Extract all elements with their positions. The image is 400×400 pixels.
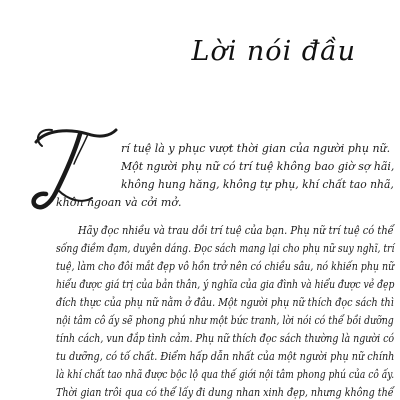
body-line: đích thực của phụ nữ nằm ở đâu. Một người phụ nữ thích đọc sách thì bbox=[56, 296, 394, 309]
body-line: Hãy đọc nhiều và trau dồi trí tuệ của bạn. Phụ nữ trí tuệ có thể bbox=[78, 224, 394, 237]
intro-line: không hung hăng, không tự phụ, khí chất tao nhã, bbox=[121, 178, 394, 191]
body-line: nội tâm cô ấy sẽ phong phú như một bức tranh, lời nói có thể bồi dưỡng bbox=[56, 314, 394, 327]
body-line: tuệ, làm cho đôi mắt đẹp vô hồn trở nên có chiều sâu, nó khiến phụ nữ bbox=[56, 260, 395, 273]
intro-line: khôn ngoan và cởi mở. bbox=[56, 196, 182, 209]
body-line: tu dưỡng, có tố chất. Điểm hấp dẫn nhất của một người phụ nữ chính bbox=[56, 350, 395, 363]
body-line: hiểu được giá trị của bản thân, ý nghĩa của gia đình và hiểu được vẻ đẹp bbox=[56, 278, 395, 291]
page-title: Lời nói đầu bbox=[191, 36, 356, 67]
intro-line: rí tuệ là y phục vượt thời gian của người phụ nữ. bbox=[121, 142, 391, 155]
body-line: tính cách, vun đắp tình cảm. Phụ nữ thích đọc sách thường là người có bbox=[56, 332, 395, 345]
body-line: là khí chất tao nhã được bộc lộ qua thế giới nội tâm phong phú của cô ấy. bbox=[56, 368, 395, 381]
intro-line: Một người phụ nữ có trí tuệ không bao giờ sợ hãi, bbox=[121, 160, 395, 173]
body-line: sống điềm đạm, duyên dáng. Đọc sách mang lại cho phụ nữ suy nghĩ, trí bbox=[56, 242, 395, 255]
body-line: Thời gian trôi qua có thể lấy đi dung nhan xinh đẹp, nhưng không thể bbox=[56, 386, 394, 399]
